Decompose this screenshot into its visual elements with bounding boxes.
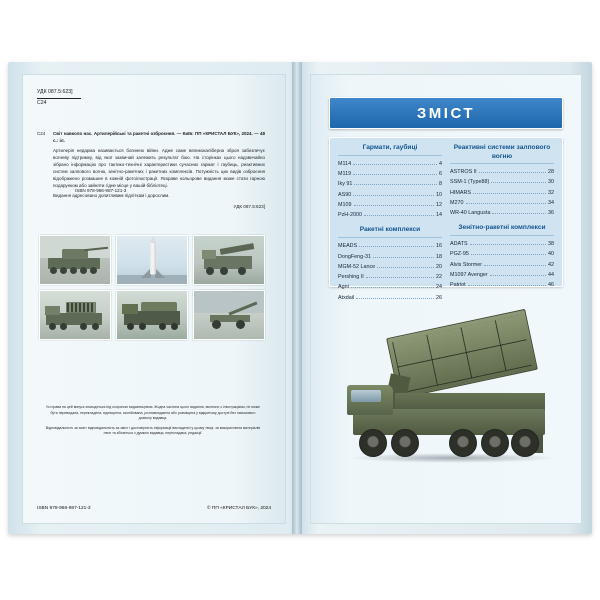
photo-self-propelled-howitzer	[39, 235, 111, 285]
toc-entry-page: 24	[436, 284, 442, 291]
toc-entry-name: M119	[338, 171, 352, 178]
toc-section-heading-sam: Зенітно-ракетні комплекси	[450, 224, 554, 236]
toc-entry-page: 34	[548, 199, 554, 206]
contents-title-bar	[329, 97, 563, 129]
toc-entry-page: 6	[439, 171, 442, 178]
toc-column-left	[338, 144, 442, 301]
toc-leader	[490, 271, 546, 276]
toc-entry-page: 4	[439, 160, 442, 167]
toc-leader	[466, 199, 547, 204]
photo-missile-launch	[116, 235, 188, 285]
toc-entry-page: 22	[436, 274, 442, 281]
toc-entry-page: 8	[439, 181, 442, 188]
toc-leader	[491, 178, 546, 183]
toc-entry-page: 12	[436, 201, 442, 208]
toc-entry[interactable]	[450, 167, 554, 177]
toc-leader	[351, 283, 434, 288]
toc-entry-name: ASTROS II	[450, 169, 477, 176]
toc-entry-name: DongFeng-31	[338, 253, 371, 260]
toc-entry[interactable]	[450, 208, 554, 218]
patriot-missile-launcher-illustration	[329, 289, 573, 505]
toc-leader	[471, 250, 546, 255]
toc-entry-name: M109	[338, 201, 352, 208]
isbn-bottom: ISBN 978-966-987-121-3	[37, 506, 91, 511]
toc-leader	[353, 170, 437, 175]
toc-entry-name: M270	[450, 199, 464, 206]
toc-entry-page: 32	[548, 189, 554, 196]
udk-divider	[37, 98, 81, 99]
toc-entry-name: Atxdail	[338, 294, 355, 301]
right-page	[310, 74, 582, 524]
toc-entry-page: 44	[548, 271, 554, 278]
toc-entry-page: 28	[548, 169, 554, 176]
toc-leader	[353, 191, 434, 196]
photo-missile-transporter-erector	[116, 290, 188, 340]
toc-entry[interactable]	[450, 260, 554, 270]
toc-entry-name: M114	[338, 160, 352, 167]
udk-line-2: С24	[37, 99, 47, 106]
toc-leader	[373, 253, 434, 258]
toc-column-right	[450, 144, 554, 289]
toc-entry-name: PGZ-95	[450, 251, 469, 258]
toc-entry[interactable]	[338, 272, 442, 282]
table-of-contents	[329, 137, 563, 301]
photo-towed-howitzer	[193, 290, 265, 340]
fineprint-liability: Відповідальність за зміст відповідальність за зміст і достовірність інформації викладеної у цьому творі, за використання матеріалів несе та збігається з думкою видавця, перекладача, редакції.	[45, 425, 261, 436]
toc-entry-page: 46	[548, 282, 554, 289]
toc-leader	[354, 180, 437, 185]
toc-entry-page: 16	[436, 243, 442, 250]
toc-entry-name: SSM-1 (Type88)	[450, 179, 490, 186]
toc-leader	[470, 240, 546, 245]
toc-section-heading-missile-systems: Ракетні комплекси	[338, 226, 442, 238]
udk-secondary: УДК 087.5:623]	[233, 203, 265, 209]
toc-entry-name: MGM-52 Lance	[338, 263, 376, 270]
page-title: ЗМІСТ	[416, 104, 476, 122]
toc-entry-page: 36	[548, 210, 554, 217]
toc-entry-name: Pershing II	[338, 274, 364, 281]
copyright-notice: © ПП «КРИСТАЛ БУК», 2024	[207, 506, 271, 511]
toc-leader	[359, 242, 434, 247]
toc-entry[interactable]	[450, 177, 554, 187]
toc-entry[interactable]	[338, 169, 442, 179]
annotation-block	[37, 131, 265, 211]
toc-entry-page: 10	[436, 191, 442, 198]
toc-entry[interactable]	[338, 190, 442, 200]
annotation-paragraph: Артилерія недарма називається богинею війни. Адже саме великокаліберна зброя забезпечує вогневу підтримку, від якої зазвичай залежить результат бою. На сторінках цього надзвичайно зібрано інформацію про тактико-технічні характеристики сучасних гармат і гаубиць, реактивних систем залпового вогню, зенітно-ракетних і ракетних комплексів. Потужність цих видів озброєння відображено розмашне в кожній фотоілюстрації. Яскраве кольорове видання може стати гарною подарунком або зайняти гідне місце у вашій бібліотеці.	[53, 147, 265, 188]
toc-entry[interactable]	[338, 252, 442, 262]
toc-entry-page: 30	[548, 179, 554, 186]
toc-entry-name: Alvis Stormer	[450, 261, 483, 268]
left-page	[22, 74, 286, 524]
annotation-audience: Видання адресовано допитливим підліткам і дорослим.	[53, 192, 170, 198]
toc-entry-name: M1097 Avenger	[450, 271, 488, 278]
annotation-title: Світ навколо нас. Артилерійські та ракетні озброєння. — Київ: ПП «КРИСТАЛ БУК», 2024. — 48 с.: іл.	[53, 131, 265, 143]
toc-entry[interactable]	[338, 200, 442, 210]
toc-leader	[377, 263, 434, 268]
toc-leader	[364, 211, 434, 216]
toc-entry[interactable]	[338, 241, 442, 251]
toc-entry-page: 42	[548, 261, 554, 268]
toc-entry-page: 14	[436, 212, 442, 219]
toc-entry[interactable]	[338, 179, 442, 189]
book-gutter	[292, 62, 302, 534]
toc-entry-name: MEADS	[338, 243, 358, 250]
toc-leader	[473, 189, 546, 194]
toc-entry-name: HIMARS	[450, 189, 471, 196]
photo-grid	[39, 235, 265, 340]
toc-leader	[468, 281, 546, 286]
toc-entry[interactable]	[450, 239, 554, 249]
toc-entry-page: 20	[436, 263, 442, 270]
toc-entry[interactable]	[338, 159, 442, 169]
toc-entry-page: 18	[436, 253, 442, 260]
toc-entry-name: AS90	[338, 191, 352, 198]
toc-leader	[353, 160, 437, 165]
toc-entry-name: ADATS	[450, 241, 468, 248]
toc-entry-page: 38	[548, 241, 554, 248]
photo-rocket-launcher-vehicle	[193, 235, 265, 285]
toc-entry-name: Patriot	[450, 282, 466, 289]
toc-entry-name: PzH-2000	[338, 212, 362, 219]
udk-block	[37, 89, 81, 107]
toc-entry[interactable]	[338, 262, 442, 272]
toc-section-heading-guns: Гармати, гаубиці	[338, 144, 442, 156]
toc-entry-page: 40	[548, 251, 554, 258]
toc-entry-page: 26	[436, 294, 442, 301]
toc-entry[interactable]	[450, 188, 554, 198]
toc-entry-name: WR-40 Langusta	[450, 210, 491, 217]
toc-entry[interactable]	[450, 198, 554, 208]
photo-multiple-launch-rocket-system	[39, 290, 111, 340]
toc-leader	[366, 273, 434, 278]
toc-entry[interactable]	[338, 210, 442, 220]
toc-leader	[492, 209, 546, 214]
catalog-code: С24	[37, 131, 46, 136]
toc-leader	[479, 168, 546, 173]
fineprint-block	[45, 405, 261, 441]
toc-entry-name: Iky 91	[338, 181, 353, 188]
toc-entry[interactable]	[450, 270, 554, 280]
isbn-middle: ISBN 978-966-987-121-3	[75, 188, 127, 193]
toc-leader	[484, 261, 546, 266]
fineprint-rights: Усі права на цей випуск знаходяться під охороною видавництвом. Жодна частина цього видання, включно з ілюстраціями, не може бути перевидана, перекладена, відтворена, скопійована, розповсюджена або розміщена у відкритому доступі без письмового дозволу видавця.	[45, 405, 260, 421]
toc-section-heading-mlrs: Реактивні системи залпового вогню	[450, 144, 554, 164]
toc-entry-name: Agni	[338, 284, 349, 291]
toc-leader	[354, 201, 435, 206]
toc-entry[interactable]	[450, 249, 554, 259]
udk-line-1: УДК 087.5:623]	[37, 89, 73, 95]
